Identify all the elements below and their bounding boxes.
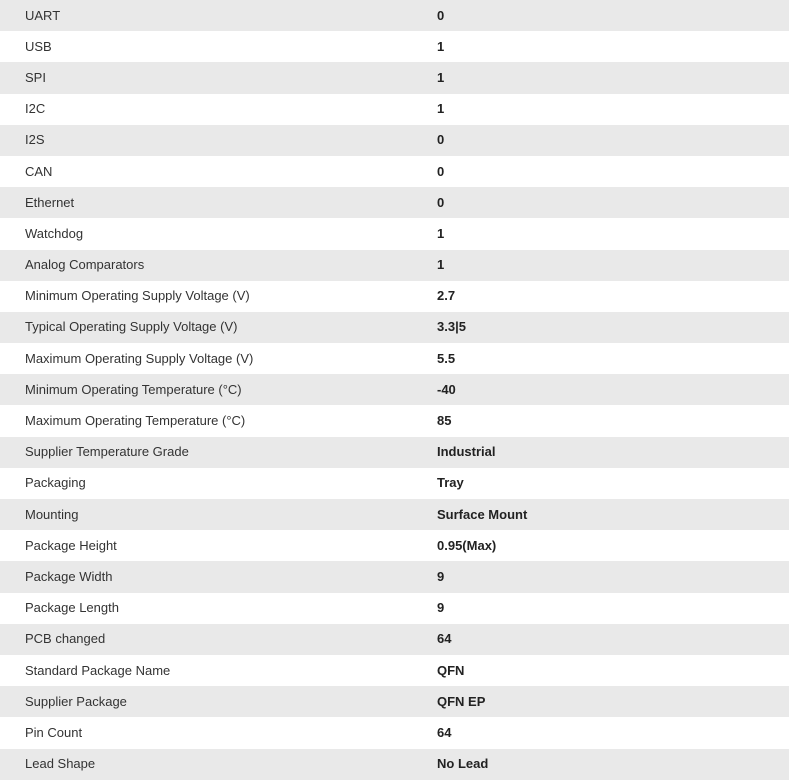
spec-label: PCB changed xyxy=(25,631,106,647)
spec-label: Lead Shape xyxy=(25,756,96,772)
spec-label: SPI xyxy=(25,69,46,85)
spec-label: Mounting xyxy=(25,506,79,522)
spec-value: QFN xyxy=(437,662,465,678)
spec-label: Pin Count xyxy=(25,724,83,740)
spec-value: Tray xyxy=(437,475,464,491)
spec-row xyxy=(0,187,789,218)
spec-row xyxy=(0,31,789,62)
spec-value: Surface Mount xyxy=(437,506,528,522)
spec-label: Minimum Operating Temperature (°C) xyxy=(25,381,242,397)
spec-label: Maximum Operating Temperature (°C) xyxy=(25,413,246,429)
spec-value: 9 xyxy=(437,600,445,616)
spec-row xyxy=(0,343,789,374)
spec-row xyxy=(0,405,789,436)
spec-row xyxy=(0,437,789,468)
spec-value: 0 xyxy=(437,194,445,210)
spec-value: 1 xyxy=(437,101,445,117)
spec-row xyxy=(0,0,789,31)
spec-row xyxy=(0,624,789,655)
spec-value: 1 xyxy=(437,225,445,241)
spec-row xyxy=(0,250,789,281)
spec-label: Supplier Temperature Grade xyxy=(25,444,189,460)
spec-label: Minimum Operating Supply Voltage (V) xyxy=(25,288,250,304)
spec-label: I2S xyxy=(25,132,45,148)
spec-value: 2.7 xyxy=(437,288,456,304)
spec-value: 1 xyxy=(437,257,445,273)
spec-label: Watchdog xyxy=(25,225,84,241)
spec-row xyxy=(0,281,789,312)
spec-value: 1 xyxy=(437,69,445,85)
spec-value: 1 xyxy=(437,38,445,54)
spec-row xyxy=(0,499,789,530)
spec-label: Supplier Package xyxy=(25,693,127,709)
spec-value: No Lead xyxy=(437,756,489,772)
spec-value: 3.3|5 xyxy=(437,319,466,335)
spec-label: Packaging xyxy=(25,475,86,491)
spec-value: 5.5 xyxy=(437,350,456,366)
spec-row xyxy=(0,468,789,499)
spec-label: Maximum Operating Supply Voltage (V) xyxy=(25,350,254,366)
spec-row xyxy=(0,749,789,780)
spec-value: Industrial xyxy=(437,444,496,460)
spec-row xyxy=(0,717,789,748)
spec-row xyxy=(0,94,789,125)
spec-row xyxy=(0,218,789,249)
spec-row xyxy=(0,686,789,717)
spec-label: UART xyxy=(25,7,61,23)
spec-label: Standard Package Name xyxy=(25,662,171,678)
spec-row xyxy=(0,312,789,343)
spec-value: 0 xyxy=(437,163,445,179)
spec-value: 0 xyxy=(437,7,445,23)
spec-row xyxy=(0,374,789,405)
spec-value: QFN EP xyxy=(437,693,486,709)
spec-value: 64 xyxy=(437,724,452,740)
spec-label: CAN xyxy=(25,163,53,179)
spec-row xyxy=(0,530,789,561)
spec-label: USB xyxy=(25,38,52,54)
spec-label: Typical Operating Supply Voltage (V) xyxy=(25,319,238,335)
spec-row xyxy=(0,655,789,686)
spec-label: Package Width xyxy=(25,568,113,584)
spec-label: Analog Comparators xyxy=(25,257,145,273)
spec-row xyxy=(0,593,789,624)
spec-value: 64 xyxy=(437,631,452,647)
spec-label: Package Length xyxy=(25,600,119,616)
spec-row xyxy=(0,156,789,187)
spec-value: 0 xyxy=(437,132,445,148)
spec-label: Ethernet xyxy=(25,194,75,210)
spec-row xyxy=(0,62,789,93)
spec-value: 0.95(Max) xyxy=(437,537,497,553)
spec-row xyxy=(0,125,789,156)
spec-label: Package Height xyxy=(25,537,117,553)
spec-row xyxy=(0,561,789,592)
spec-value: 9 xyxy=(437,568,445,584)
spec-value: 85 xyxy=(437,413,452,429)
spec-value: -40 xyxy=(437,381,456,397)
spec-label: I2C xyxy=(25,101,46,117)
